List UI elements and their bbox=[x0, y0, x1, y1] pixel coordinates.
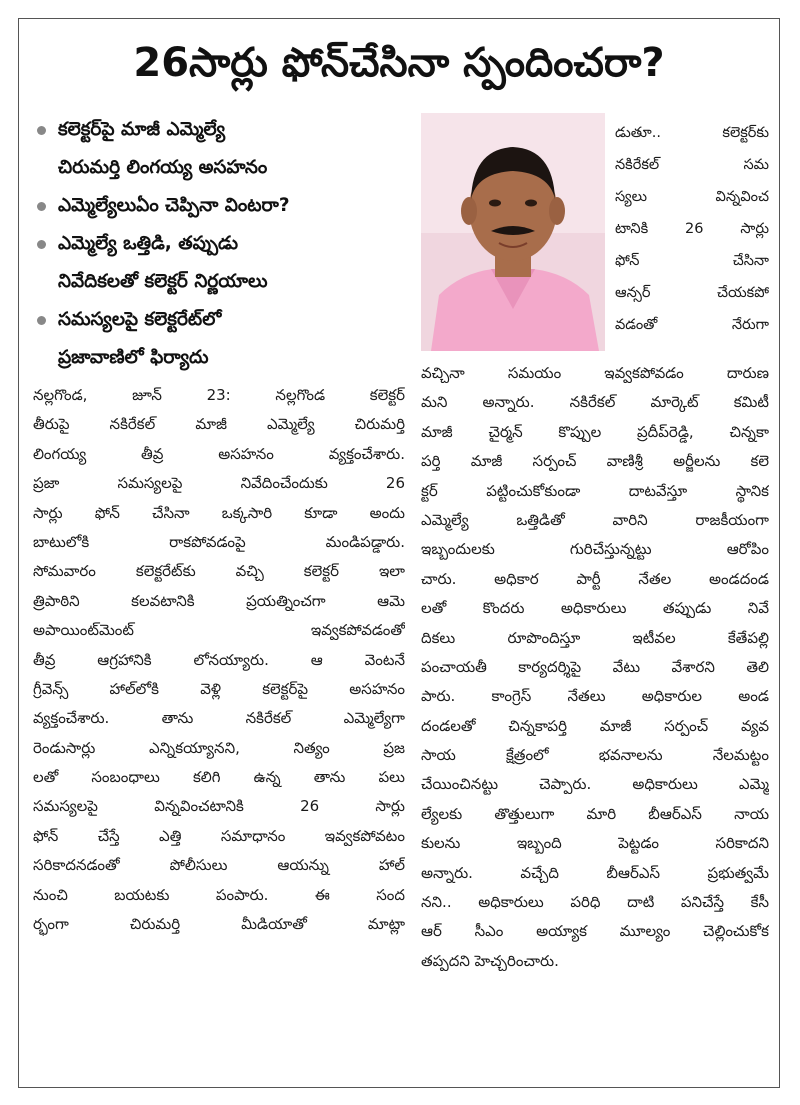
bullet-dot-icon bbox=[37, 240, 46, 249]
body-line: అపాయింట్‌మెంట్‌ ఇవ్వకపోవడంతో bbox=[33, 621, 405, 640]
bullet-item bbox=[33, 225, 405, 301]
body-line: తీరుపై నకిరేకల్‌ మాజీ ఎమ్మెల్యే చిరుమర్తి bbox=[33, 415, 405, 434]
body-line: దికలు రూపొందిస్తూ ఇటీవల కేతేపల్లి bbox=[421, 628, 769, 647]
body-line: మని అన్నారు. నకిరేకల్‌ మార్కెట్‌ కమిటీ bbox=[421, 393, 769, 412]
bullet-line: ఎమ్మెల్యేలుఏం చెప్పినా వింటరా? bbox=[58, 195, 290, 216]
body-line: సమస్యలపై విన్నవించటానికి 26 సార్లు bbox=[33, 797, 405, 816]
body-line: ఆన్సర్‌ చేయకపో bbox=[615, 285, 769, 301]
body-line: చేయించినట్టు చెప్పారు. అధికారులు ఎమ్మె bbox=[421, 775, 769, 794]
bullet-item bbox=[33, 111, 405, 187]
portrait-photo bbox=[421, 113, 605, 351]
body-line: ఎమ్మెల్యే ఒత్తిడితో వారిని రాజకీయంగా bbox=[421, 510, 769, 529]
body-line: ఫోన్‌ చేసినా bbox=[615, 253, 769, 269]
body-line: ల్యేలకు తొత్తులుగా మారి బీఆర్‌ఎస్‌ నాయ bbox=[421, 804, 769, 823]
body-line: ఆర్‌ సీఎం అయ్యాక మూల్యం చెల్లించుకోక bbox=[421, 922, 769, 941]
body-line: తప్పదని హెచ్చరించారు. bbox=[421, 951, 559, 970]
bullet-line: ప్రజావాణిలో ఫిర్యాదు bbox=[58, 347, 209, 368]
body-line: డుతూ.. కలెక్టర్‌కు bbox=[615, 125, 769, 141]
body-line: వచ్చినా సమయం ఇవ్వకపోవడం దారుణ bbox=[421, 364, 769, 382]
headline: 26సార్లు ఫోన్‌చేసినా స్పందించరా? bbox=[133, 40, 665, 86]
body-line: గ్రీవెన్స్‌ హాల్‌లోకి వెళ్లి కలెక్టర్‌పై అసహనం bbox=[33, 679, 405, 698]
body-text-left bbox=[33, 381, 405, 939]
body-line: లతో సంబంధాలు కలిగి ఉన్న తాను పలు bbox=[33, 768, 405, 787]
left-column bbox=[33, 111, 405, 939]
article-frame bbox=[18, 18, 780, 1088]
body-line: నని.. అధికారులు పరిధి దాటి పనిచేస్తే కేసీ bbox=[421, 893, 769, 912]
bullet-line: చిరుమర్తి లింగయ్య అసహనం bbox=[58, 157, 268, 178]
body-line: సరికాదనడంతో పోలీసులు ఆయన్ను హాల్‌ bbox=[33, 856, 405, 875]
portrait-illustration bbox=[421, 113, 605, 351]
body-line: సోమవారం కలెక్టరేట్‌కు వచ్చి కలెక్టర్‌ ఇలా bbox=[33, 562, 405, 581]
bullet-dot-icon bbox=[37, 202, 46, 211]
body-text-right-top bbox=[615, 117, 769, 341]
body-line: రెండుసార్లు ఎన్నికయ్యానని, నిత్యం ప్రజ bbox=[33, 738, 405, 757]
bullet-item bbox=[33, 187, 405, 225]
body-line: క్టర్‌ పట్టించుకోకుండా దాటవేస్తూ స్థానిక bbox=[421, 481, 769, 500]
body-line: నకిరేకల్‌ సమ bbox=[615, 157, 769, 173]
body-line: బాటులోకి రాకపోవడంపై మండిపడ్డారు. bbox=[33, 532, 405, 551]
body-line: వ్యక్తంచేశారు. తాను నకిరేకల్‌ ఎమ్మెల్యేగా bbox=[33, 709, 405, 728]
bullet-line: ఎమ్మెల్యే ఒత్తిడి, తప్పుడు bbox=[58, 233, 239, 254]
body-line: త్రిపాఠిని కలవటానికి ప్రయత్నించగా ఆమె bbox=[33, 591, 405, 610]
bullet-line: నివేదికలతో కలెక్టర్‌ నిర్ణయాలు bbox=[58, 271, 268, 292]
bullet-line: కలెక్టర్‌పై మాజీ ఎమ్మెల్యే bbox=[58, 119, 226, 140]
bullet-dot-icon bbox=[37, 126, 46, 135]
body-line: వడంతో నేరుగా bbox=[615, 317, 769, 333]
body-line: తీవ్ర ఆగ్రహానికి లోనయ్యారు. ఆ వెంటనే bbox=[33, 650, 405, 669]
body-line: పారు. కాంగ్రెస్‌ నేతలు అధికారుల అండ bbox=[421, 687, 769, 706]
body-line: టానికి 26 సార్లు bbox=[615, 221, 769, 237]
body-line: ఫోన్‌ చేస్తే ఎత్తి సమాధానం ఇవ్వకపోవటం bbox=[33, 826, 405, 845]
body-line: పర్తి మాజీ సర్పంచ్‌ వాణిశ్రీ అర్జీలను కలె bbox=[421, 452, 769, 471]
body-line: స్యలు విన్నవించ bbox=[615, 189, 769, 205]
body-line: లింగయ్య తీవ్ర అసహనం వ్యక్తంచేశారు. bbox=[33, 444, 405, 463]
body-line: అన్నారు. వచ్చేది బీఆర్‌ఎస్‌ ప్రభుత్వమే bbox=[421, 863, 769, 882]
body-line: పంచాయతీ కార్యదర్శిపై వేటు వేశారని తెలి bbox=[421, 657, 769, 676]
body-line: నల్లగొండ, జూన్‌ 23: నల్లగొండ కలెక్టర్‌ bbox=[33, 386, 405, 404]
body-line: ఇబ్బందులకు గురిచేస్తున్నట్టు ఆరోపిం bbox=[421, 540, 769, 559]
body-line: లతో కొందరు అధికారులు తప్పుడు నివే bbox=[421, 599, 769, 618]
body-line: సాయ క్షేత్రంలో భవనాలను నేలమట్టం bbox=[421, 746, 769, 765]
body-line: మాజీ చైర్మన్‌ కొప్పుల ప్రదీప్‌రెడ్డి, చిన్నకా bbox=[421, 422, 769, 441]
body-text-right-bottom bbox=[421, 359, 769, 976]
bullet-item bbox=[33, 301, 405, 377]
body-line: నుంచి బయటకు పంపారు. ఈ సంద bbox=[33, 885, 405, 904]
body-line: సార్లు ఫోన్‌ చేసినా ఒక్కసారి కూడా అందు bbox=[33, 503, 405, 522]
body-line: ర్భంగా చిరుమర్తి మీడియాతో మాట్లా bbox=[33, 915, 405, 934]
bullet-dot-icon bbox=[37, 316, 46, 325]
body-line: కులను ఇబ్బంది పెట్టడం సరికాదని bbox=[421, 834, 769, 853]
body-line: ప్రజా సమస్యలపై నివేదించేందుకు 26 bbox=[33, 474, 405, 493]
body-line: దండలతో చిన్నకాపర్తి మాజీ సర్పంచ్‌ వ్యవ bbox=[421, 716, 769, 735]
bullet-list bbox=[33, 111, 405, 377]
body-line: చారు. అధికార పార్టీ నేతల అండదండ bbox=[421, 569, 769, 588]
bullet-line: సమస్యలపై కలెక్టరేట్‌లో bbox=[58, 309, 222, 330]
